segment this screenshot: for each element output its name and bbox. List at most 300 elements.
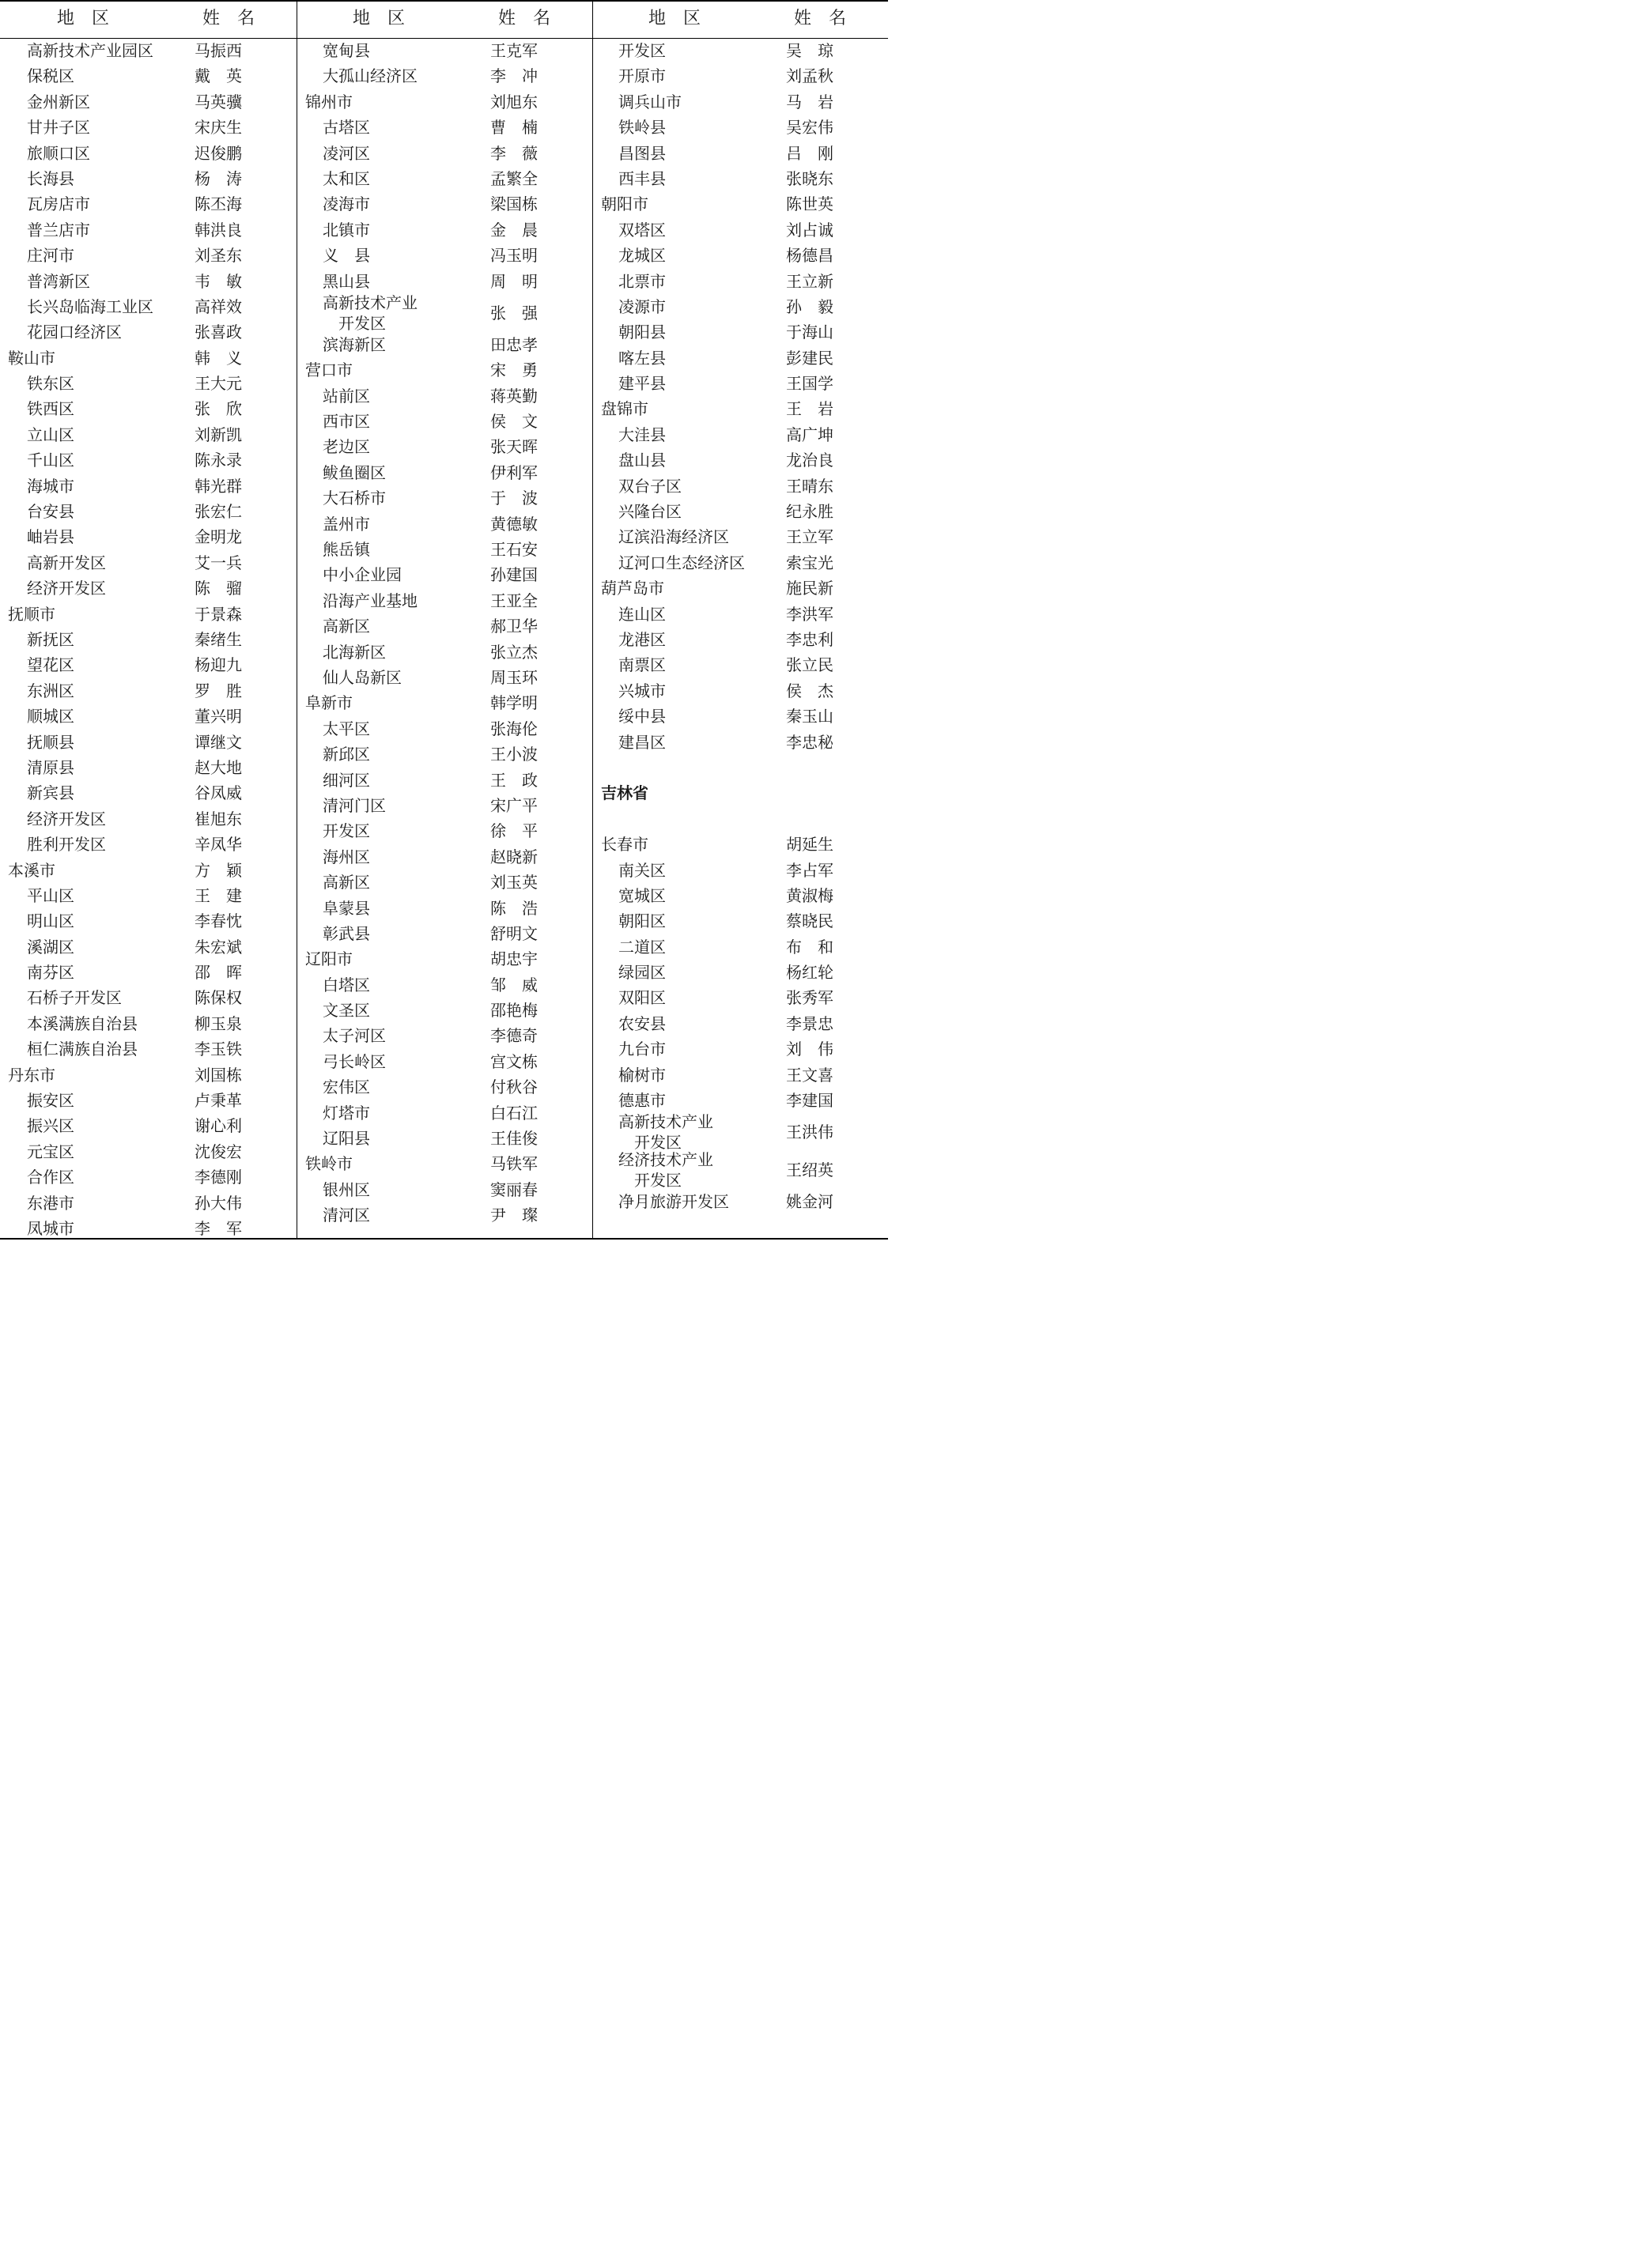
person-name: 梁国栋 (490, 194, 538, 214)
district-row (297, 191, 592, 217)
person-name: 田忠孝 (490, 334, 538, 354)
district-row (593, 1011, 888, 1036)
person-name: 韩光群 (195, 476, 242, 496)
region-name: 仙人岛新区 (323, 667, 402, 687)
person-name: 王佳俊 (490, 1129, 538, 1149)
region-name: 抚顺县 (27, 732, 74, 752)
person-name: 张海伦 (490, 719, 538, 738)
district-row (593, 89, 888, 115)
person-name: 王洪伟 (786, 1123, 833, 1142)
district-row (297, 793, 592, 818)
district-row (593, 858, 888, 883)
person-name: 戴 英 (195, 66, 242, 86)
region-name: 宽城区 (618, 885, 666, 905)
region-name: 北票市 (618, 271, 666, 291)
district-row (297, 511, 592, 537)
district-row (593, 1189, 888, 1214)
district-row (297, 332, 592, 357)
province-heading: 吉林省 (601, 783, 648, 803)
person-name: 张 强 (490, 303, 538, 323)
region-name: 辽阳县 (323, 1129, 370, 1149)
region-name: 中小企业园 (323, 565, 402, 585)
region-name: 立山区 (27, 425, 74, 444)
region-name: 东港市 (27, 1193, 74, 1213)
region-name: 明山区 (27, 911, 74, 931)
header-region: 地 区 (648, 9, 701, 28)
person-name: 刘旭东 (490, 92, 538, 111)
header-region: 地 区 (57, 9, 110, 28)
column-2 (297, 38, 592, 1228)
district-row (0, 243, 297, 268)
district-row (297, 896, 592, 921)
district-row (297, 1100, 592, 1126)
person-name: 刘国栋 (195, 1065, 242, 1085)
region-name: 高新开发区 (27, 553, 106, 572)
person-name: 侯 杰 (786, 681, 833, 700)
district-row (0, 269, 297, 294)
region-name: 龙城区 (618, 246, 666, 266)
district-row (593, 934, 888, 960)
district-row (593, 371, 888, 396)
person-name: 陈 浩 (490, 898, 538, 918)
person-name: 韩学明 (490, 693, 538, 713)
region-name: 长春市 (601, 835, 648, 855)
column-3 (593, 38, 888, 1215)
region-name: 西丰县 (618, 168, 666, 188)
region-name: 平山区 (27, 885, 74, 905)
district-row (593, 345, 888, 371)
region-name: 灯塔市 (323, 1103, 370, 1123)
region-name: 东洲区 (27, 681, 74, 700)
person-name: 孙大伟 (195, 1193, 242, 1213)
region-name: 铁东区 (27, 374, 74, 394)
district-row (297, 588, 592, 613)
person-name: 黄德敏 (490, 514, 538, 534)
region-name: 黑山县 (323, 271, 370, 291)
district-row (297, 217, 592, 243)
region-name: 海州区 (323, 847, 370, 866)
person-name: 刘占诚 (786, 220, 833, 240)
region-name: 九台市 (618, 1040, 666, 1059)
region-name: 连山区 (618, 604, 666, 624)
district-row (0, 1191, 297, 1216)
region-name: 宽甸县 (323, 41, 370, 60)
region-name: 净月旅游开发区 (618, 1192, 729, 1212)
district-row (297, 613, 592, 639)
person-name: 李忠秘 (786, 732, 833, 752)
column-1 (0, 38, 297, 1241)
person-name: 辛凤华 (195, 835, 242, 855)
city-row (0, 345, 297, 371)
city-row (593, 780, 888, 806)
district-row (297, 294, 592, 332)
region-name: 瓦房店市 (27, 194, 90, 214)
region-name: 高新技术产业 开发区 (323, 292, 418, 333)
district-row (297, 485, 592, 511)
person-name: 朱宏斌 (195, 937, 242, 957)
region-name: 清原县 (27, 757, 74, 777)
region-name: 弓长岭区 (323, 1051, 386, 1071)
person-name: 刘玉英 (490, 873, 538, 892)
person-name: 尹 璨 (490, 1206, 538, 1225)
region-name: 庄河市 (27, 246, 74, 266)
top-rule (0, 0, 888, 2)
person-name: 索宝光 (786, 553, 833, 572)
district-row (593, 474, 888, 499)
district-row (297, 742, 592, 767)
district-row (297, 166, 592, 191)
city-row (297, 690, 592, 715)
person-name: 王石安 (490, 540, 538, 560)
person-name: 邵艳梅 (490, 1001, 538, 1021)
region-name: 振安区 (27, 1091, 74, 1111)
region-name: 开原市 (618, 66, 666, 86)
header-name: 姓 名 (498, 9, 551, 28)
district-row (593, 1151, 888, 1189)
district-row (297, 1023, 592, 1048)
region-name: 经济开发区 (27, 579, 106, 598)
city-row (593, 191, 888, 217)
district-row (297, 1126, 592, 1151)
person-name: 孙建国 (490, 565, 538, 585)
region-name: 凌源市 (618, 296, 666, 316)
region-name: 太和区 (323, 168, 370, 188)
region-name: 昌图县 (618, 143, 666, 163)
person-name: 宋广平 (490, 795, 538, 815)
district-row (593, 627, 888, 652)
person-name: 谭继文 (195, 732, 242, 752)
region-name: 丹东市 (8, 1065, 55, 1085)
region-name: 德惠市 (618, 1091, 666, 1111)
region-name: 辽滨沿海经济区 (618, 527, 729, 547)
person-name: 付秋谷 (490, 1077, 538, 1097)
region-name: 绿园区 (618, 963, 666, 983)
region-name: 大洼县 (618, 425, 666, 444)
district-row (297, 383, 592, 409)
person-name: 吴宏伟 (786, 118, 833, 138)
district-row (593, 499, 888, 524)
person-name: 秦玉山 (786, 707, 833, 726)
person-name: 龙治良 (786, 451, 833, 470)
district-row (0, 780, 297, 806)
person-name: 张立杰 (490, 642, 538, 662)
region-name: 高新区 (323, 617, 370, 636)
district-row (0, 499, 297, 524)
district-row (593, 985, 888, 1010)
person-name: 王国学 (786, 374, 833, 394)
person-name: 王 岩 (786, 399, 833, 419)
district-row (0, 883, 297, 908)
district-row (593, 447, 888, 473)
person-name: 刘孟秋 (786, 66, 833, 86)
district-row (0, 575, 297, 601)
region-name: 宏伟区 (323, 1077, 370, 1097)
region-name: 合作区 (27, 1168, 74, 1187)
district-row (0, 524, 297, 549)
region-name: 经济开发区 (27, 809, 106, 828)
region-name: 高新区 (323, 873, 370, 892)
person-name: 张秀军 (786, 988, 833, 1008)
person-name: 孟繁全 (490, 168, 538, 188)
district-row (0, 396, 297, 421)
district-row (297, 38, 592, 63)
person-name: 艾一兵 (195, 553, 242, 572)
district-row (0, 294, 297, 319)
person-name: 宫文栋 (490, 1051, 538, 1071)
region-name: 北镇市 (323, 220, 370, 240)
district-row (0, 191, 297, 217)
person-name: 胡延生 (786, 835, 833, 855)
person-name: 马 岩 (786, 92, 833, 111)
person-name: 郝卫华 (490, 617, 538, 636)
person-name: 蒋英勤 (490, 386, 538, 406)
district-row (297, 409, 592, 434)
person-name: 李 军 (195, 1218, 242, 1238)
district-row (0, 985, 297, 1010)
region-name: 二道区 (618, 937, 666, 957)
person-name: 高广坤 (786, 425, 833, 444)
district-row (297, 63, 592, 89)
person-name: 徐 平 (490, 821, 538, 841)
region-name: 阜新市 (305, 693, 353, 713)
person-name: 李建国 (786, 1091, 833, 1111)
region-name: 新邱区 (323, 745, 370, 764)
district-row (297, 921, 592, 946)
person-name: 王晴东 (786, 476, 833, 496)
district-row (297, 269, 592, 294)
person-name: 谷凤威 (195, 783, 242, 803)
person-name: 王 建 (195, 885, 242, 905)
person-name: 刘 伟 (786, 1040, 833, 1059)
region-name: 朝阳市 (601, 194, 648, 214)
person-name: 布 和 (786, 937, 833, 957)
district-row (0, 550, 297, 575)
region-name: 铁西区 (27, 399, 74, 419)
person-name: 董兴明 (195, 707, 242, 726)
person-name: 王文喜 (786, 1065, 833, 1085)
person-name: 曹 楠 (490, 118, 538, 138)
person-name: 刘新凯 (195, 425, 242, 444)
person-name: 李占军 (786, 860, 833, 880)
district-row (297, 716, 592, 742)
district-row (593, 319, 888, 345)
region-name: 大孤山经济区 (323, 66, 418, 86)
district-row (0, 1088, 297, 1113)
region-name: 鞍山市 (8, 348, 55, 368)
person-name: 于海山 (786, 323, 833, 342)
district-row (297, 115, 592, 140)
person-name: 金明龙 (195, 527, 242, 547)
person-name: 王小波 (490, 745, 538, 764)
region-name: 细河区 (323, 770, 370, 790)
person-name: 张天晖 (490, 437, 538, 457)
person-name: 李洪军 (786, 604, 833, 624)
person-name: 陈保权 (195, 988, 242, 1008)
region-name: 桓仁满族自治县 (27, 1040, 138, 1059)
region-name: 白塔区 (323, 975, 370, 994)
person-name: 沈俊宏 (195, 1142, 242, 1161)
district-row (593, 602, 888, 627)
region-name: 海城市 (27, 476, 74, 496)
person-name: 张立民 (786, 655, 833, 675)
region-name: 盘锦市 (601, 399, 648, 419)
region-name: 保税区 (27, 66, 74, 86)
person-name: 赵大地 (195, 757, 242, 777)
region-name: 凌河区 (323, 143, 370, 163)
district-row (0, 704, 297, 729)
district-row (297, 972, 592, 998)
region-name: 台安县 (27, 502, 74, 522)
region-name: 本溪市 (8, 860, 55, 880)
district-row (0, 1113, 297, 1138)
person-name: 秦绪生 (195, 629, 242, 649)
region-name: 古塔区 (323, 118, 370, 138)
spacer (593, 806, 888, 832)
region-name: 盘山县 (618, 451, 666, 470)
region-name: 铁岭县 (618, 118, 666, 138)
district-row (0, 447, 297, 473)
region-name: 元宝区 (27, 1142, 74, 1161)
person-name: 李 薇 (490, 143, 538, 163)
person-name: 赵晓新 (490, 847, 538, 866)
region-name: 高新技术产业园区 (27, 41, 153, 60)
person-name: 纪永胜 (786, 502, 833, 522)
region-name: 北海新区 (323, 642, 386, 662)
district-row (297, 1202, 592, 1228)
district-row (297, 640, 592, 665)
district-row (0, 1011, 297, 1036)
region-name: 太子河区 (323, 1026, 386, 1046)
region-name: 双塔区 (618, 220, 666, 240)
person-name: 杨德昌 (786, 246, 833, 266)
district-row (0, 1216, 297, 1241)
city-row (297, 946, 592, 972)
city-row (0, 1062, 297, 1088)
region-name: 新宾县 (27, 783, 74, 803)
person-name: 吕 刚 (786, 143, 833, 163)
person-name: 陈世英 (786, 194, 833, 214)
district-row (593, 1036, 888, 1062)
city-row (593, 396, 888, 421)
district-row (0, 89, 297, 115)
region-name: 辽阳市 (305, 949, 353, 969)
district-row (297, 1177, 592, 1202)
region-name: 金州新区 (27, 92, 90, 111)
person-name: 李忠利 (786, 629, 833, 649)
person-name: 王 政 (490, 770, 538, 790)
district-row (593, 217, 888, 243)
person-name: 王亚全 (490, 591, 538, 610)
district-row (593, 422, 888, 447)
district-row (593, 115, 888, 140)
district-row (593, 141, 888, 166)
district-row (0, 755, 297, 780)
region-name: 千山区 (27, 451, 74, 470)
district-row (0, 38, 297, 63)
person-name: 高祥效 (195, 296, 242, 316)
region-name: 长兴岛临海工业区 (27, 296, 153, 316)
district-row (593, 294, 888, 319)
region-name: 岫岩县 (27, 527, 74, 547)
district-row (0, 806, 297, 832)
district-row (0, 63, 297, 89)
person-name: 刘圣东 (195, 246, 242, 266)
person-name: 侯 文 (490, 412, 538, 432)
district-row (593, 550, 888, 575)
district-row (297, 818, 592, 843)
region-name: 开发区 (323, 821, 370, 841)
person-name: 韦 敏 (195, 271, 242, 291)
district-row (0, 730, 297, 755)
region-name: 鲅鱼圈区 (323, 462, 386, 482)
region-name: 建昌区 (618, 732, 666, 752)
region-name: 阜蒙县 (323, 898, 370, 918)
person-name: 窦丽春 (490, 1179, 538, 1199)
region-name: 长海县 (27, 168, 74, 188)
region-name: 建平县 (618, 374, 666, 394)
person-name: 黄淑梅 (786, 885, 833, 905)
region-name: 义 县 (323, 246, 370, 266)
region-name: 旅顺口区 (27, 143, 90, 163)
region-name: 凌海市 (323, 194, 370, 214)
person-name: 谢心利 (195, 1116, 242, 1136)
person-name: 于 波 (490, 489, 538, 508)
region-name: 南芬区 (27, 963, 74, 983)
region-name: 银州区 (323, 1179, 370, 1199)
region-name: 兴城市 (618, 681, 666, 700)
region-name: 望花区 (27, 655, 74, 675)
region-name: 顺城区 (27, 707, 74, 726)
district-row (593, 166, 888, 191)
person-name: 李春忱 (195, 911, 242, 931)
spacer (593, 755, 888, 780)
region-name: 喀左县 (618, 348, 666, 368)
district-row (0, 166, 297, 191)
person-name: 蔡晓民 (786, 911, 833, 931)
district-row (0, 934, 297, 960)
district-row (297, 844, 592, 870)
region-name: 石桥子开发区 (27, 988, 122, 1008)
person-name: 马英骥 (195, 92, 242, 111)
region-name: 站前区 (323, 386, 370, 406)
region-name: 双台子区 (618, 476, 682, 496)
district-row (297, 434, 592, 459)
person-name: 张宏仁 (195, 502, 242, 522)
region-name: 经济技术产业 开发区 (618, 1150, 713, 1191)
region-name: 营口市 (305, 360, 353, 380)
region-name: 滨海新区 (323, 334, 386, 354)
person-name: 周玉环 (490, 667, 538, 687)
district-row (297, 243, 592, 268)
district-row (0, 422, 297, 447)
city-row (297, 357, 592, 383)
person-name: 迟俊鹏 (195, 143, 242, 163)
region-name: 调兵山市 (618, 92, 682, 111)
city-row (297, 1151, 592, 1176)
person-name: 王立军 (786, 527, 833, 547)
person-name: 施民新 (786, 579, 833, 598)
region-name: 铁岭市 (305, 1154, 353, 1174)
region-name: 西市区 (323, 412, 370, 432)
person-name: 周 明 (490, 271, 538, 291)
person-name: 张喜政 (195, 323, 242, 342)
district-row (593, 883, 888, 908)
person-name: 邹 威 (490, 975, 538, 994)
person-name: 吴 琼 (786, 41, 833, 60)
person-name: 崔旭东 (195, 809, 242, 828)
city-row (0, 602, 297, 627)
person-name: 韩洪良 (195, 220, 242, 240)
